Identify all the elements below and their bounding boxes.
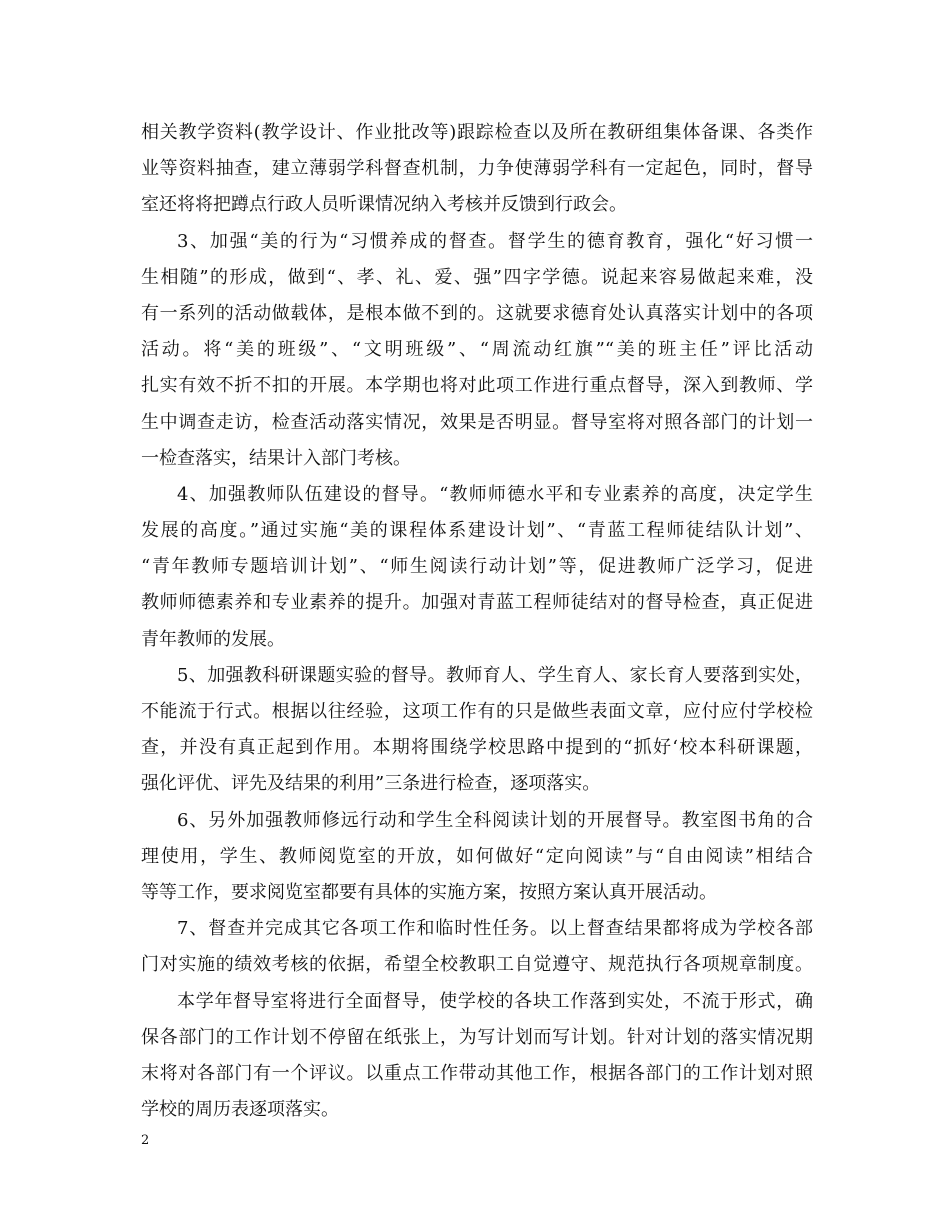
paragraph-start-line: 6、另外加强教师修远行动和学生全科阅读计划的开展督导。教室图书角的合 bbox=[177, 809, 813, 831]
text-line: 室还将将把蹲点行政人员听课情况纳入考核并反馈到行政会。 bbox=[141, 194, 627, 216]
text-line: 发展的高度。”通过实施“美的课程体系建设计划”、“青蓝工程师徒结队计划”、 bbox=[141, 520, 813, 542]
text-line: 生中调查走访，检查活动落实情况，效果是否明显。督导室将对照各部门的计划一 bbox=[141, 411, 813, 433]
text-line: 青年教师的发展。 bbox=[141, 628, 285, 650]
document-body bbox=[141, 115, 813, 1128]
page-number: 2 bbox=[141, 1133, 150, 1148]
text-line: 保各部门的工作计划不停留在纸张上，为写计划而写计划。针对计划的落实情况期 bbox=[141, 1026, 813, 1048]
text-line: “青年教师专题培训计划”、“师生阅读行动计划”等，促进教师广泛学习，促进 bbox=[141, 556, 813, 578]
text-line: 门对实施的绩效考核的依据，希望全校教职工自觉遵守、规范执行各项规章制度。 bbox=[141, 954, 813, 976]
text-line: 查，并没有真正起到作用。本期将围绕学校思路中提到的“抓好‘校本科研课题， bbox=[141, 737, 813, 759]
paragraph-start-line: 本学年督导室将进行全面督导，使学校的各块工作落到实处，不流于形式，确 bbox=[177, 990, 813, 1012]
text-line: 相关教学资料(教学设计、作业批改等)跟踪检查以及所在教研组集体备课、各类作 bbox=[141, 122, 813, 143]
paragraph-start-line: 7、督查并完成其它各项工作和临时性任务。以上督查结果都将成为学校各部 bbox=[177, 918, 813, 940]
text-line: 等等工作，要求阅览室都要有具体的实施方案，按照方案认真开展活动。 bbox=[141, 881, 717, 903]
text-line: 强化评优、评先及结果的利用”三条进行检查，逐项落实。 bbox=[141, 773, 601, 795]
text-line: 一检查落实，结果计入部门考核。 bbox=[141, 447, 411, 469]
text-line: 业等资料抽查，建立薄弱学科督查机制，力争使薄弱学科有一定起色，同时，督导 bbox=[141, 158, 813, 180]
text-line: 有一系列的活动做载体，是根本做不到的。这就要求德育处认真落实计划中的各项 bbox=[141, 302, 813, 324]
text-line: 不能流于行式。根据以往经验，这项工作有的只是做些表面文章，应付应付学校检 bbox=[141, 701, 813, 722]
text-line: 扎实有效不折不扣的开展。本学期也将对此项工作进行重点督导，深入到教师、学 bbox=[141, 375, 813, 397]
text-line: 活动。将“美的班级”、“文明班级”、“周流动红旗”“美的班主任”评比活动 bbox=[141, 339, 813, 361]
text-line: 理使用，学生、教师阅览室的开放，如何做好“定向阅读”与“自由阅读”相结合 bbox=[141, 845, 813, 867]
text-line: 末将对各部门有一个评议。以重点工作带动其他工作，根据各部门的工作计划对照 bbox=[141, 1062, 813, 1084]
text-line: 生相随”的形成，做到“、孝、礼、爱、强”四字学德。说起来容易做起来难，没 bbox=[141, 266, 813, 288]
text-line: 教师师德素养和专业素养的提升。加强对青蓝工程师徒结对的督导检查，真正促进 bbox=[141, 592, 813, 614]
paragraph-start-line: 5、加强教科研课题实验的督导。教师育人、学生育人、家长育人要落到实处， bbox=[177, 664, 813, 686]
text-line: 学校的周历表逐项落实。 bbox=[141, 1099, 339, 1121]
paragraph-start-line: 4、加强教师队伍建设的督导。“教师师德水平和专业素养的高度，决定学生 bbox=[177, 483, 813, 505]
paragraph-start-line: 3、加强“美的行为“习惯养成的督查。督学生的德育教育，强化“好习惯一 bbox=[177, 230, 813, 252]
